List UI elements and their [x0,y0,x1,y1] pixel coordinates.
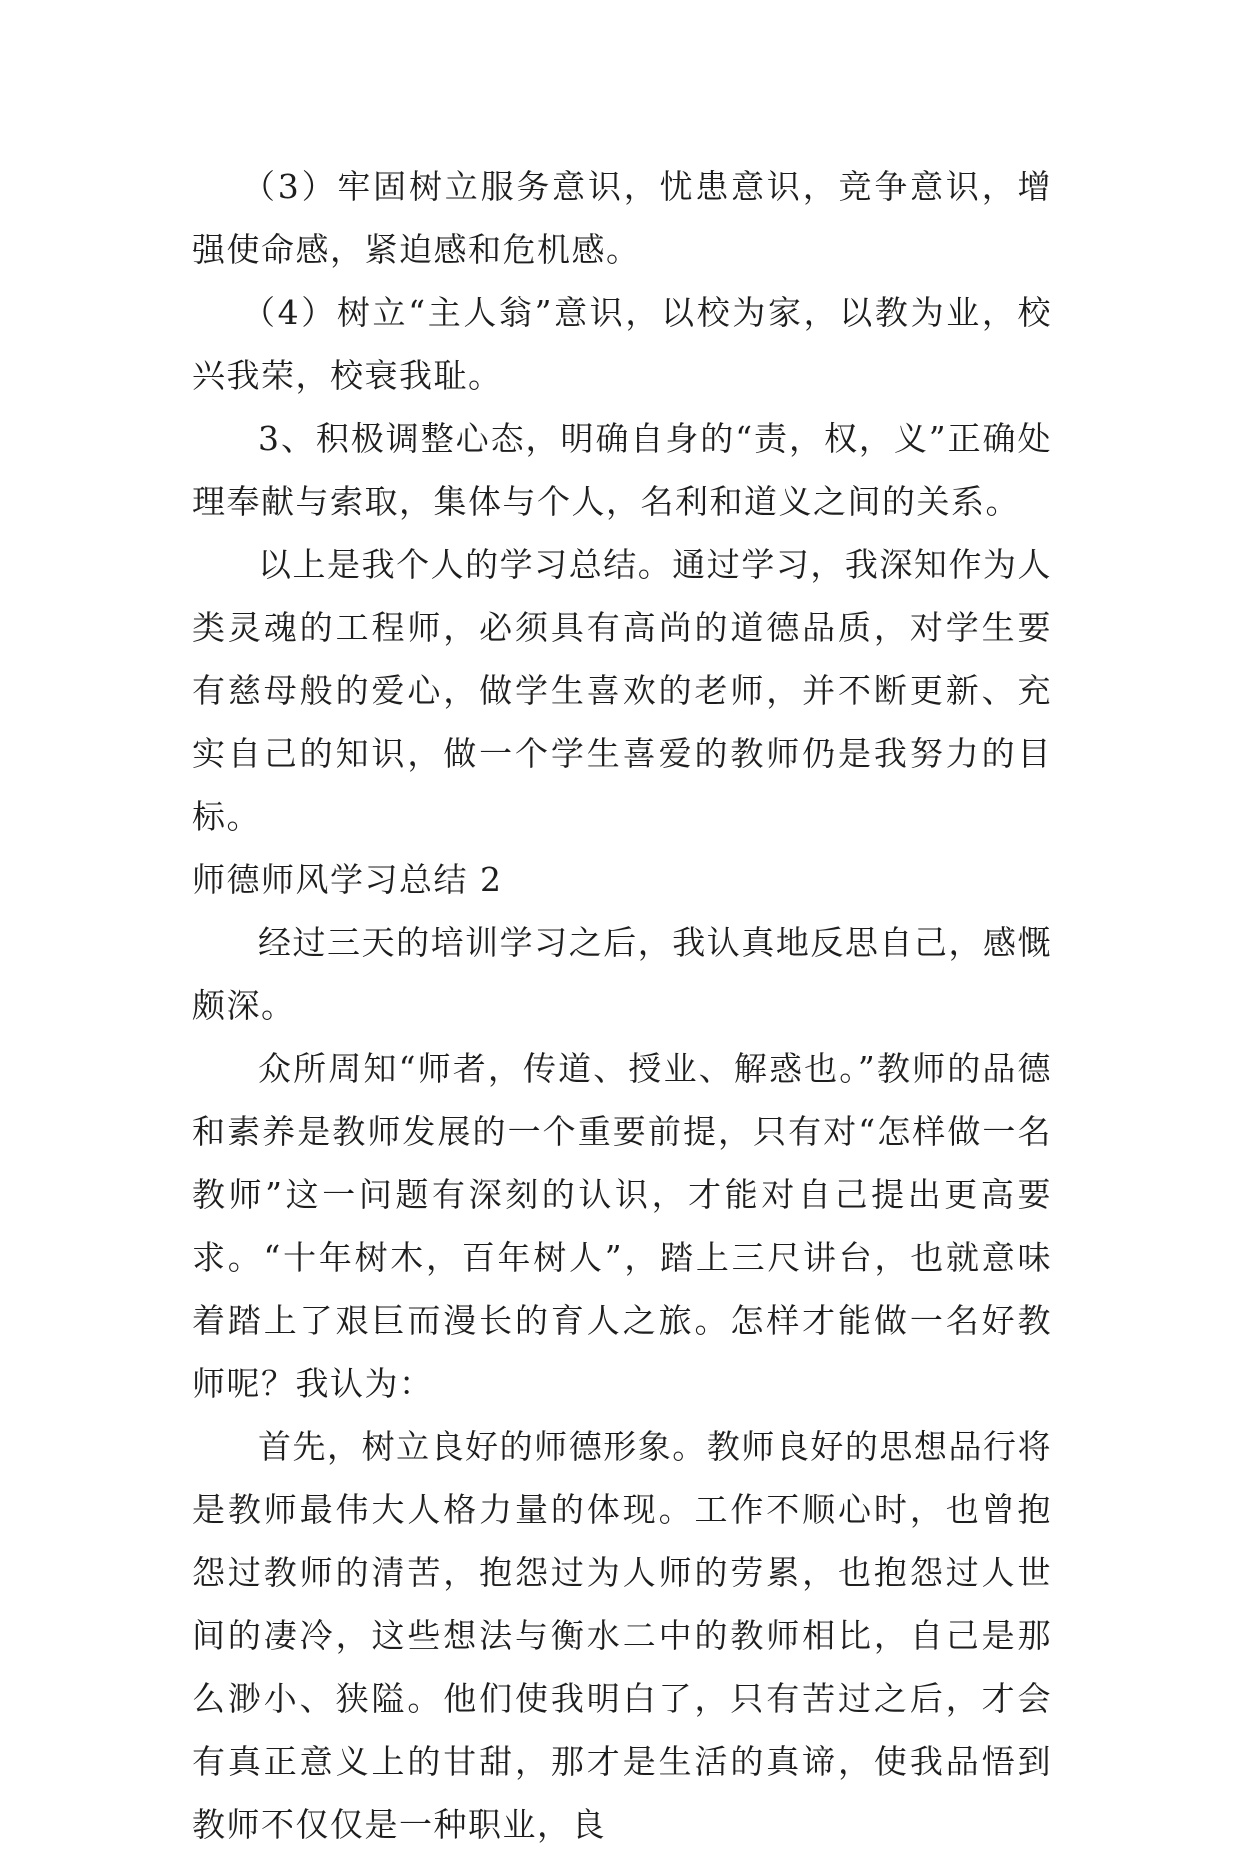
paragraph-point-3: 3、积极调整心态，明确自身的“责，权，义”正确处理奉献与索取，集体与个人，名利和道义之间的关系。 [192,419,1052,521]
paragraph-item-4: （4）树立“主人翁”意识，以校为家，以教为业，校兴我荣，校衰我耻。 [192,293,1052,395]
section-paragraph: 众所周知“师者，传道、授业、解惑也。”教师的品德和素养是教师发展的一个重要前提，只有对“怎样做一名教师”这一问题有深刻的认识，才能对自己提出更高要求。“十年树木，百年树人”，踏上三尺讲台，也就意味着踏上了艰巨而漫长的育人之旅。怎样才能做一名好教师呢？我认为： [192,1049,1052,1403]
document-body [192,155,1052,1856]
paragraph-summary: 以上是我个人的学习总结。通过学习，我深知作为人类灵魂的工程师，必须具有高尚的道德品质，对学生要有慈母般的爱心，做学生喜欢的老师，并不断更新、充实自己的知识，做一个学生喜爱的教师仍是我努力的目标。 [192,545,1052,836]
paragraph-item-3: （3）牢固树立服务意识，忧患意识，竞争意识，增强使命感，紧迫感和危机感。 [192,167,1052,269]
section-paragraph: 经过三天的培训学习之后，我认真地反思自己，感慨颇深。 [192,923,1052,1025]
section-paragraph: 首先，树立良好的师德形象。教师良好的思想品行将是教师最伟大人格力量的体现。工作不顺心时，也曾抱怨过教师的清苦，抱怨过为人师的劳累，也抱怨过人世间的凄冷，这些想法与衡水二中的教师相比，自己是那么渺小、狭隘。他们使我明白了，只有苦过之后，才会有真正意义上的甘甜，那才是生活的真谛，使我品悟到教师不仅仅是一种职业，良 [192,1427,1052,1844]
section-title: 师德师风学习总结 2 [192,860,503,899]
